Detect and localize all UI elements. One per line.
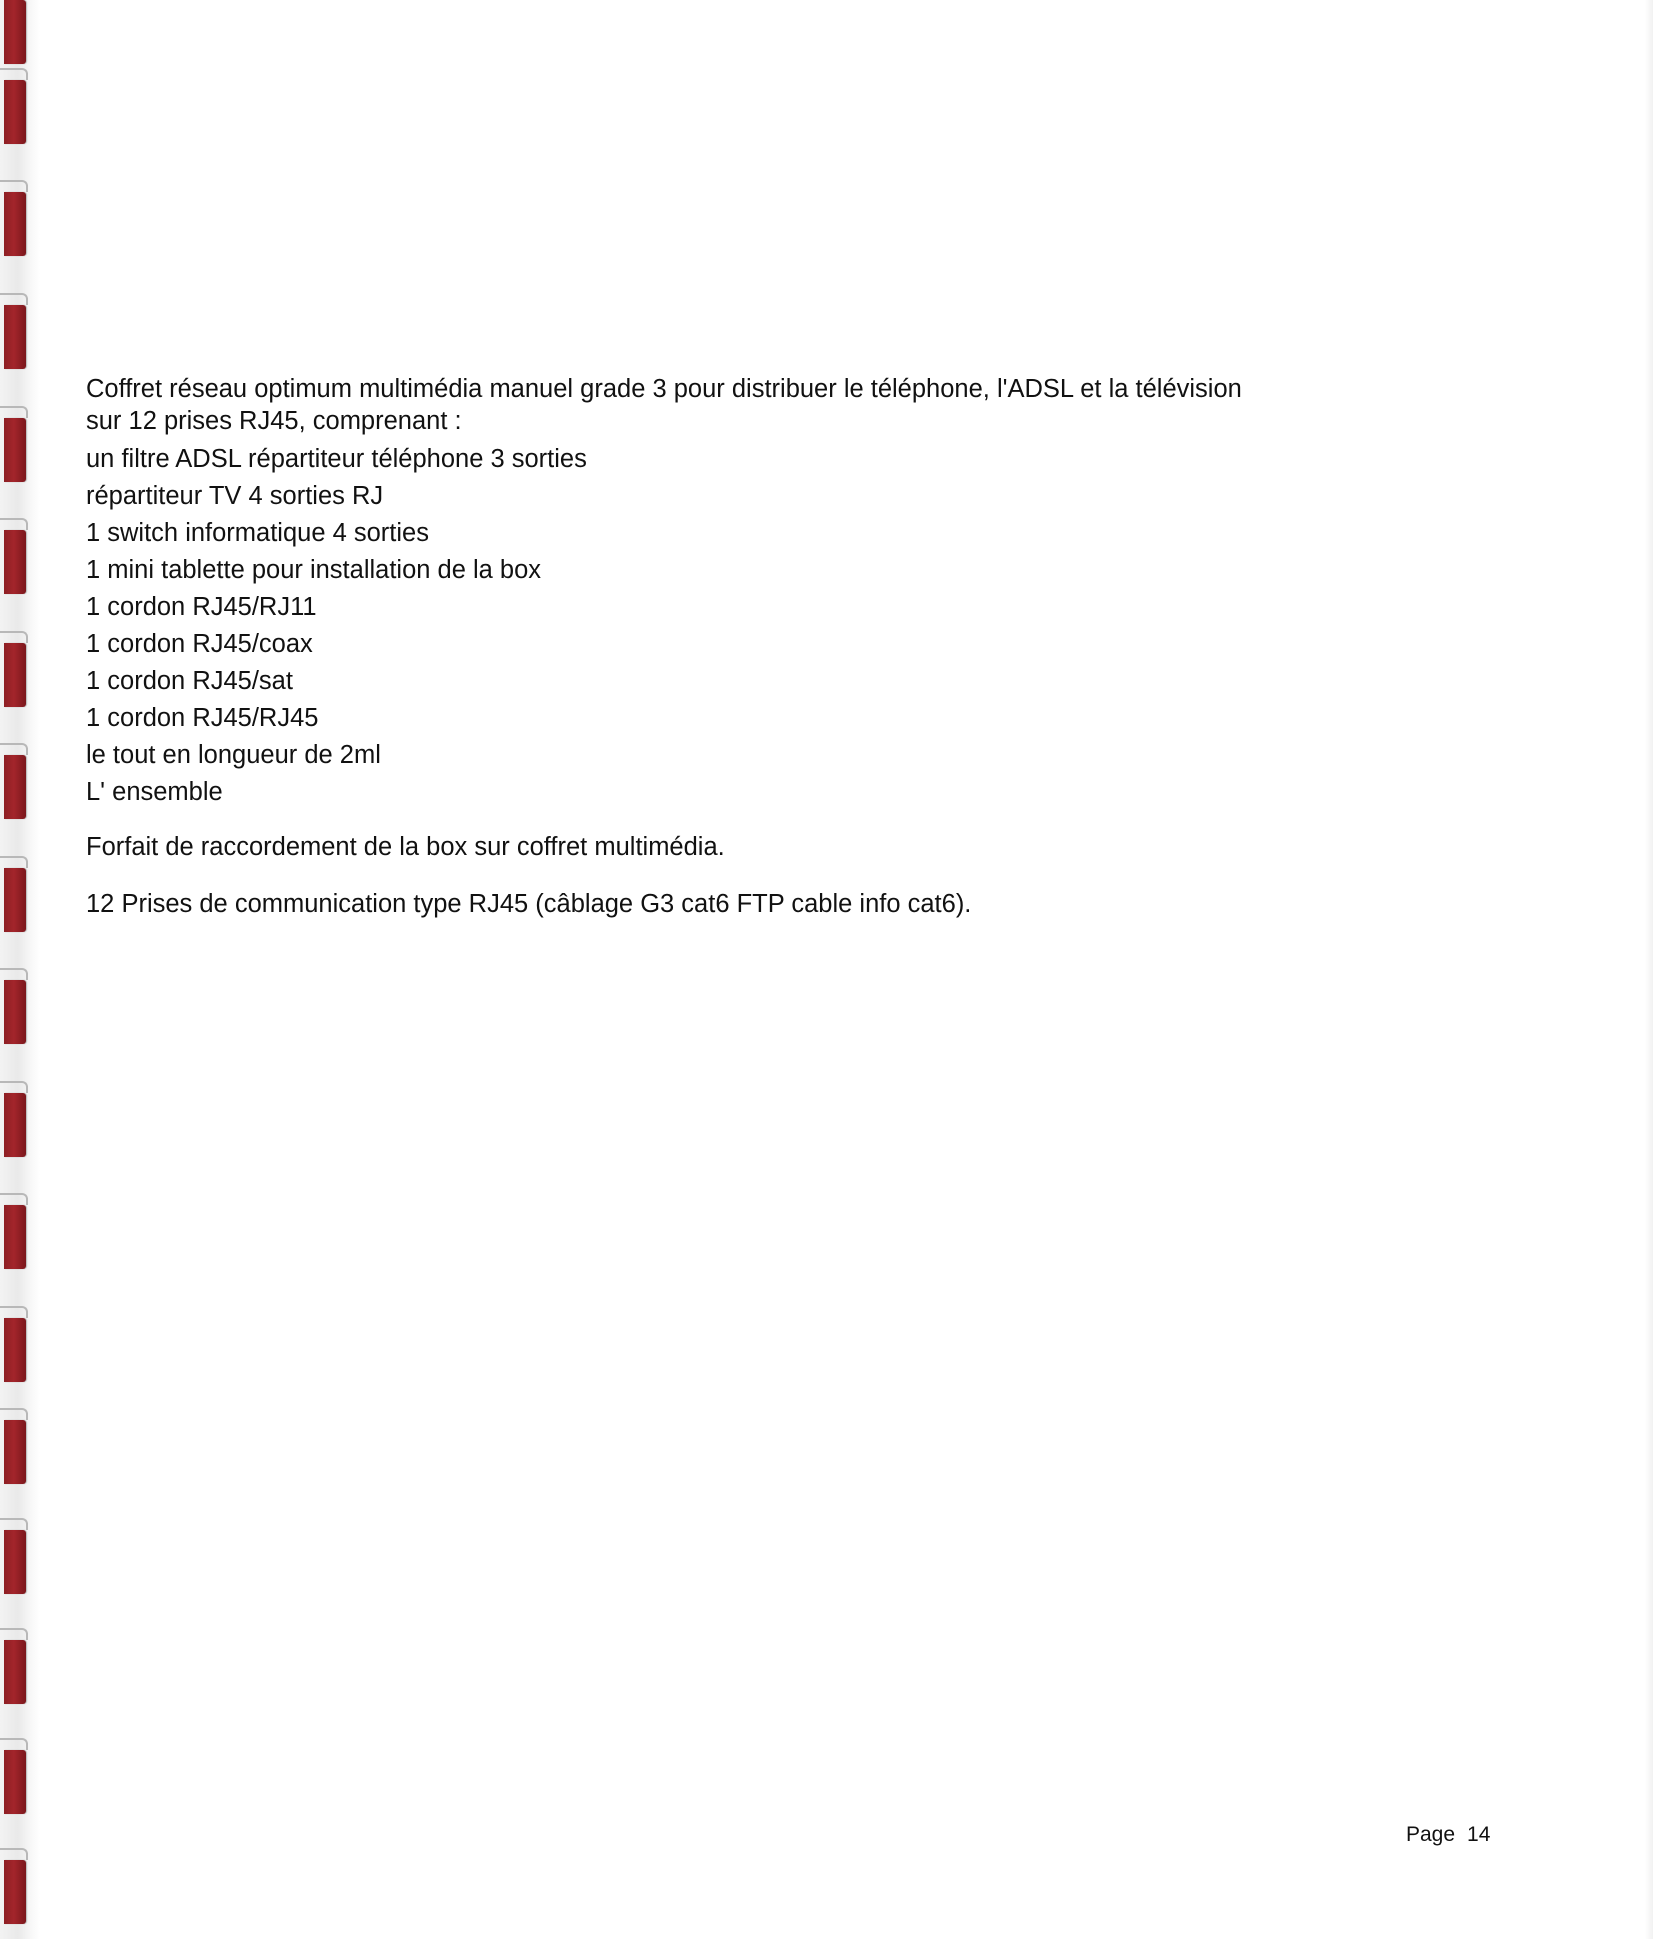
- list-item: 1 mini tablette pour installation de la box: [86, 556, 542, 584]
- binding-tooth: [4, 0, 26, 64]
- list-item: un filtre ADSL répartiteur téléphone 3 sorties: [86, 445, 587, 473]
- binding-tooth: [4, 1205, 26, 1269]
- prises-paragraph: 12 Prises de communication type RJ45 (câblage G3 cat6 FTP cable info cat6).: [86, 890, 972, 918]
- binding-tooth: [4, 305, 26, 369]
- intro-paragraph: [86, 373, 1386, 437]
- binding-tooth: [4, 530, 26, 594]
- page-footer: [1406, 1822, 1490, 1848]
- list-item: le tout en longueur de 2ml: [86, 741, 381, 769]
- list-item: 1 cordon RJ45/RJ11: [86, 593, 317, 621]
- binding-tooth: [4, 1093, 26, 1157]
- list-item: 1 cordon RJ45/coax: [86, 630, 313, 658]
- binding-tooth: [4, 1860, 26, 1924]
- binding-tooth: [4, 643, 26, 707]
- comb-binding: [0, 0, 40, 1939]
- list-item: 1 cordon RJ45/RJ45: [86, 704, 319, 732]
- list-item: 1 switch informatique 4 sorties: [86, 519, 429, 547]
- binding-tooth: [4, 1420, 26, 1484]
- binding-tooth: [4, 192, 26, 256]
- binding-tooth: [4, 1318, 26, 1382]
- list-item: 1 cordon RJ45/sat: [86, 667, 293, 695]
- binding-tooth: [4, 980, 26, 1044]
- binding-tooth: [4, 1750, 26, 1814]
- page-number: 14: [1467, 1823, 1491, 1846]
- binding-tooth: [4, 1640, 26, 1704]
- forfait-paragraph: Forfait de raccordement de la box sur coffret multimédia.: [86, 833, 725, 861]
- list-item: L' ensemble: [86, 778, 223, 806]
- list-item: répartiteur TV 4 sorties RJ: [86, 482, 384, 510]
- page-label: Page: [1406, 1823, 1456, 1846]
- binding-tooth: [4, 755, 26, 819]
- binding-tooth: [4, 1530, 26, 1594]
- intro-line-2: sur 12 prises RJ45, comprenant :: [86, 407, 462, 435]
- component-list: [86, 441, 1386, 811]
- binding-tooth: [4, 80, 26, 144]
- page-edge-shadow: [1645, 0, 1653, 1939]
- binding-tooth: [4, 868, 26, 932]
- binding-tooth: [4, 418, 26, 482]
- document-body: [86, 373, 1386, 923]
- intro-line-1: Coffret réseau optimum multimédia manuel grade 3 pour distribuer le téléphone, l'ADSL et la télévision: [86, 375, 1242, 403]
